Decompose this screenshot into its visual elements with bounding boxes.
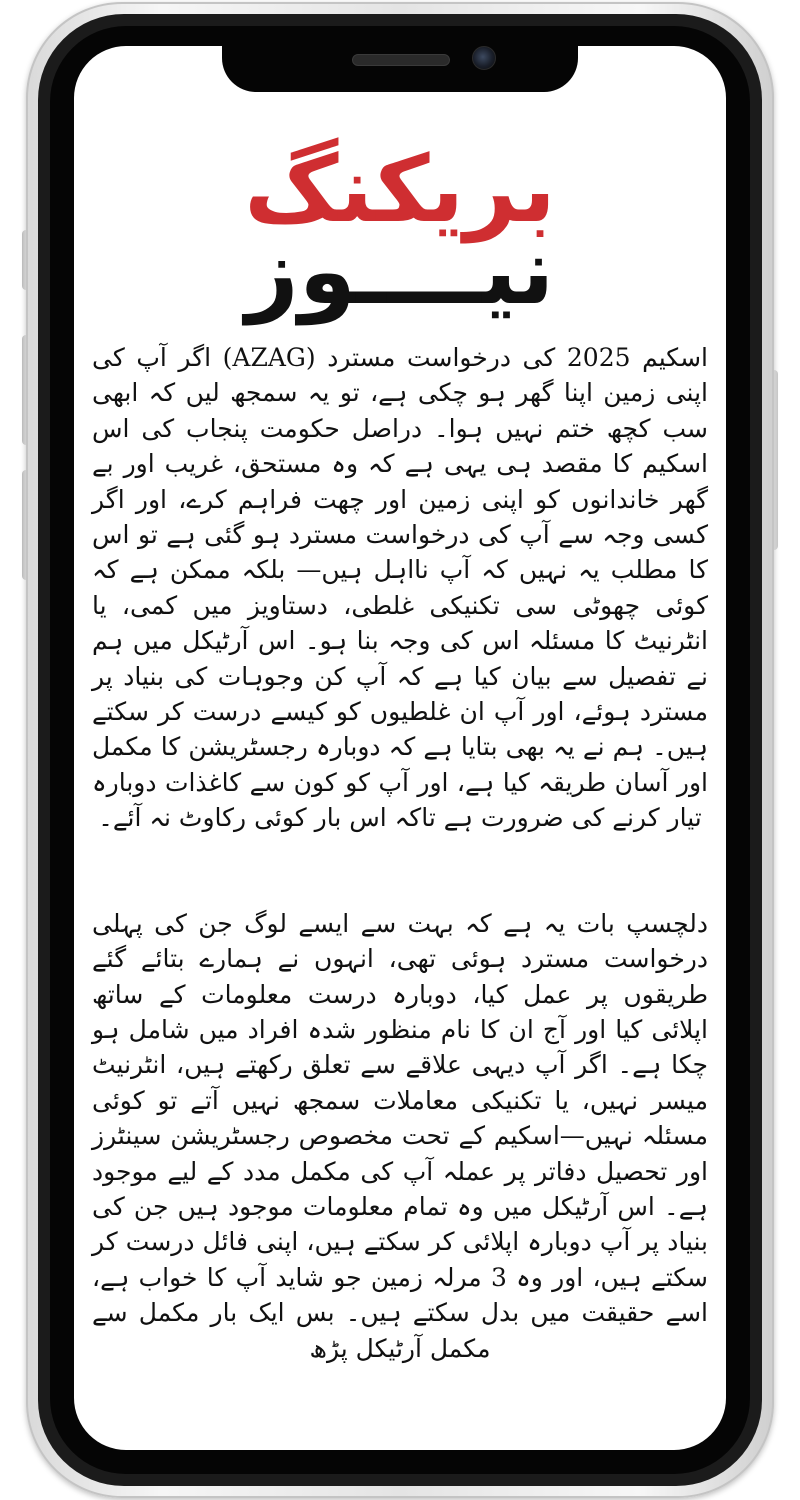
article-paragraph-2: دلچسپ بات یہ ہے کہ بہت سے ایسے لوگ جن کی پہلی درخواست مسترد ہوئی تھی، انہوں نے ہمارے بتائے گئے طریقوں پر عمل کیا، دوبارہ درست معلومات کے ساتھ اپلائی کیا اور آج ان کا نام منظور شدہ افراد میں شامل ہو چکا ہے۔ اگر آپ دیہی علاقے سے تعلق رکھتے ہیں، انٹرنیٹ میسر نہیں، یا تکنیکی معاملات سمجھ نہیں آتے تو کوئی مسئلہ نہیں—اسکیم کے تحت مخصوص رجسٹریشن سینٹرز اور تحصیل دفاتر پر عملہ آپ کی مکمل مدد کے لیے موجود ہے۔ اس آرٹیکل میں وہ تمام معلومات موجود ہیں جن کی بنیاد پر آپ دوبارہ اپلائی کر سکتے ہیں، اپنی فائل درست کر سکتے ہیں، اور وہ 3 مرلہ زمین جو شاید آپ کا خواب ہے، اسے حقیقت میں بدل سکتے ہیں۔ بس ایک بار مکمل سے مکمل آرٹیکل پڑھ xyxy=(92,908,708,1363)
phone-notch xyxy=(222,40,578,92)
article-paragraph-1: اسکیم 2025 کی درخواست مسترد (AZAG) اگر آپ کی اپنی زمین اپنا گھر ہو چکی ہے، تو یہ سمجھ لیں کہ ابھی سب کچھ ختم نہیں ہوا۔ دراصل حکومت پنجاب کی اس اسکیم کا مقصد ہی یہی ہے کہ وہ مستحق، غریب اور بے گھر خاندانوں کو اپنی زمین اور چھت فراہم کرے، اور اگر کسی وجہ سے آپ کی درخواست مسترد ہو گئی ہے تو اس کا مطلب یہ نہیں کہ آپ نااہل ہیں— بلکہ ممکن ہے کہ کوئی چھوٹی سی تکنیکی غلطی، دستاویز میں کمی، یا انٹرنیٹ کا مسئلہ اس کی وجہ بنا ہو۔ اس آرٹیکل میں ہم نے تفصیل سے بیان کیا ہے کہ آپ کن وجوہات کی بنیاد پر مسترد ہوئے، اور آپ ان غلطیوں کو کیسے درست کر سکتے ہیں۔ ہم نے یہ بھی بتایا ہے کہ دوبارہ رجسٹریشن کا مکمل اور آسان طریقہ کیا ہے، اور آپ کو کون سے کاغذات دوبارہ تیار کرنے کی ضرورت ہے تاکہ اس بار کوئی رکاوٹ نہ آئے۔ xyxy=(92,343,708,833)
earpiece-speaker-icon xyxy=(352,54,450,66)
headline-news: نیــــوز xyxy=(245,218,555,325)
front-camera-icon xyxy=(472,46,496,70)
article-body xyxy=(92,340,708,1366)
headline-breaking: بریکنگ xyxy=(244,136,556,243)
